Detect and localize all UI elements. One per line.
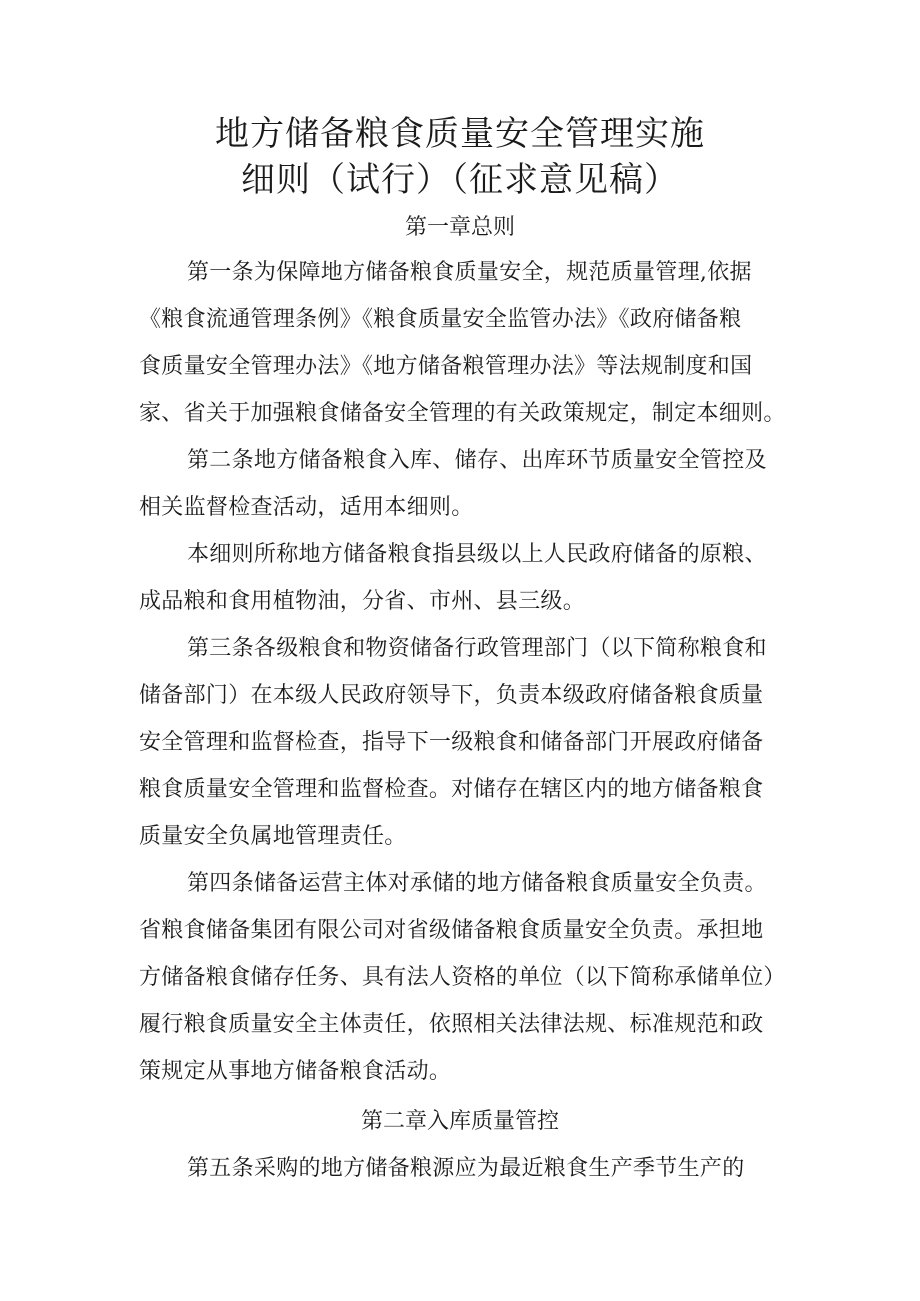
text-line: 食质量安全管理办法》《地方储备粮管理办法》等法规制度和国 — [139, 354, 753, 379]
text-line: 方储备粮食储存任务、具有法人资格的单位（以下简称承储单位） — [139, 965, 786, 990]
text-line: 第一条为保障地方储备粮食质量安全，规范质量管理,依据 — [187, 260, 752, 285]
text-line: 本细则所称地方储备粮食指县级以上人民政府储备的原粮、 — [187, 542, 767, 567]
text-line: 储备部门）在本级人民政府领导下，负责本级政府储备粮食质量 — [139, 683, 764, 708]
text-line: 成品粮和食用植物油，分省、市州、县三级。 — [139, 589, 586, 614]
text-line: 第三条各级粮食和物资储备行政管理部门（以下简称粮食和 — [187, 636, 767, 661]
text-line: 粮食质量安全管理和监督检查。对储存在辖区内的地方储备粮食 — [139, 777, 764, 802]
chapter-heading-2: 第二章入库质量管控 — [360, 1109, 559, 1134]
text-line: 质量安全负属地管理责任。 — [139, 824, 407, 849]
text-line: 第二条地方储备粮食入库、储存、出库环节质量安全管控及 — [187, 448, 767, 473]
text-line: 策规定从事地方储备粮食活动。 — [139, 1059, 452, 1084]
text-line: 履行粮食质量安全主体责任，依照相关法律法规、标准规范和政 — [139, 1012, 764, 1037]
text-line: 相关监督检查活动，适用本细则。 — [139, 495, 474, 520]
chapter-heading-1: 第一章总则 — [404, 215, 515, 240]
text-line: 《粮食流通管理条例》《粮食质量安全监管办法》《政府储备粮 — [139, 307, 742, 332]
text-line: 第四条储备运营主体对承储的地方储备粮食质量安全负责。 — [187, 871, 767, 896]
text-line: 安全管理和监督检查，指导下一级粮食和储备部门开展政府储备 — [139, 730, 764, 755]
document-title-line-2: 细则（试行）（征求意见稿） — [241, 160, 679, 200]
text-line: 省粮食储备集团有限公司对省级储备粮食质量安全负责。承担地 — [139, 918, 764, 943]
text-line: 家、省关于加强粮食储备安全管理的有关政策规定，制定本细则。 — [139, 401, 786, 426]
document-title-line-1: 地方储备粮食质量安全管理实施 — [215, 114, 705, 154]
text-line: 第五条采购的地方储备粮源应为最近粮食生产季节生产的 — [187, 1156, 745, 1181]
